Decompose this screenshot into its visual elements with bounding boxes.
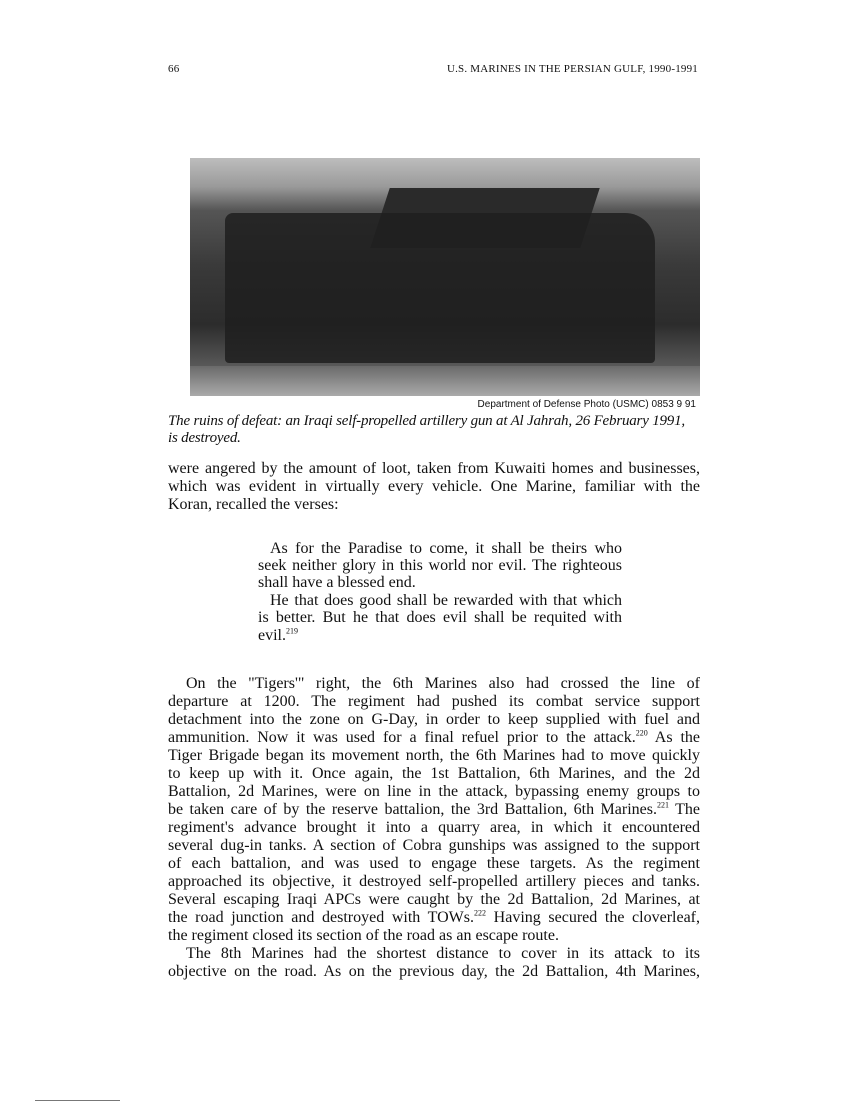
quote-line: As for the Paradise to come, it shall be theirs who [270, 540, 622, 557]
text-line: On the "Tigers'" right, the 6th Marines also had crossed the line of [186, 675, 700, 692]
text-line: detachment into the zone on G-Day, in order to keep supplied with fuel and [168, 711, 700, 728]
text-segment: The [675, 801, 700, 818]
text-line: of each battalion, and was used to engage these targets. As the regiment [168, 855, 700, 872]
footnote-ref: 221 [656, 800, 669, 810]
text-line: which was evident in virtually every vehicle. One Marine, familiar with the [168, 478, 700, 495]
photo-hull [225, 213, 655, 363]
text-line: Koran, recalled the verses: [168, 496, 339, 513]
quote-line: seek neither glory in this world nor evil. The righteous [258, 557, 622, 574]
text-segment: Having secured the cloverleaf, [493, 909, 701, 926]
text-line: departure at 1200. The regiment had pushed its combat service support [168, 693, 700, 710]
photo-caption-line: is destroyed. [168, 430, 241, 446]
quote-line: shall have a blessed end. [258, 574, 416, 591]
quote-line [258, 627, 622, 645]
text-line: regiment's advance brought it into a quarry area, in which it encountered [168, 819, 700, 836]
photo-ground [190, 366, 700, 396]
footnote-ref: 219 [286, 626, 298, 636]
page-number: 66 [168, 63, 180, 75]
text-line: The 8th Marines had the shortest distance to cover in its attack to its [186, 945, 700, 962]
text-segment: As the [654, 729, 700, 746]
text-line: objective on the road. As on the previous day, the 2d Battalion, 4th Marines, [168, 963, 700, 980]
footnote-ref: 220 [635, 728, 648, 738]
text-line: the regiment closed its section of the road as an escape route. [168, 927, 559, 944]
text-segment: the road junction and destroyed with TOWs. [168, 909, 475, 926]
quote-text: evil. [258, 627, 286, 644]
text-line: approached its objective, it destroyed self-propelled artillery pieces and tanks. [168, 873, 700, 890]
text-line: several dug-in tanks. A section of Cobra gunships was assigned to the support [168, 837, 700, 854]
text-segment: ammunition. Now it was used for a final refuel prior to the attack. [168, 729, 636, 746]
footnote-ref: 222 [474, 908, 487, 918]
text-segment: be taken care of by the reserve battalion, the 3rd Battalion, 6th Marines. [168, 801, 657, 818]
running-title: U.S. MARINES IN THE PERSIAN GULF, 1990-1991 [446, 63, 698, 75]
text-line: Tiger Brigade began its movement north, the 6th Marines had to move quickly [168, 747, 700, 764]
text-line: to keep up with it. Once again, the 1st Battalion, 6th Marines, and the 2d [168, 765, 700, 782]
text-line [168, 801, 700, 819]
quote-line: is better. But he that does evil shall be requited with [258, 609, 622, 626]
text-line: Battalion, 2d Marines, were on line in the attack, bypassing enemy groups to [168, 783, 700, 800]
photo-credit: Department of Defense Photo (USMC) 0853 9 91 [477, 399, 696, 410]
footer-rule [35, 1100, 120, 1101]
text-line [168, 909, 700, 927]
photo-destroyed-artillery [190, 158, 700, 396]
photo-caption-line: The ruins of defeat: an Iraqi self-propelled artillery gun at Al Jahrah, 26 February 1991, [168, 413, 685, 429]
text-line [168, 729, 700, 747]
text-line: Several escaping Iraqi APCs were caught by the 2d Battalion, 2d Marines, at [168, 891, 700, 908]
text-line: were angered by the amount of loot, taken from Kuwaiti homes and businesses, [168, 460, 700, 477]
quote-line: He that does good shall be rewarded with that which [270, 592, 622, 609]
